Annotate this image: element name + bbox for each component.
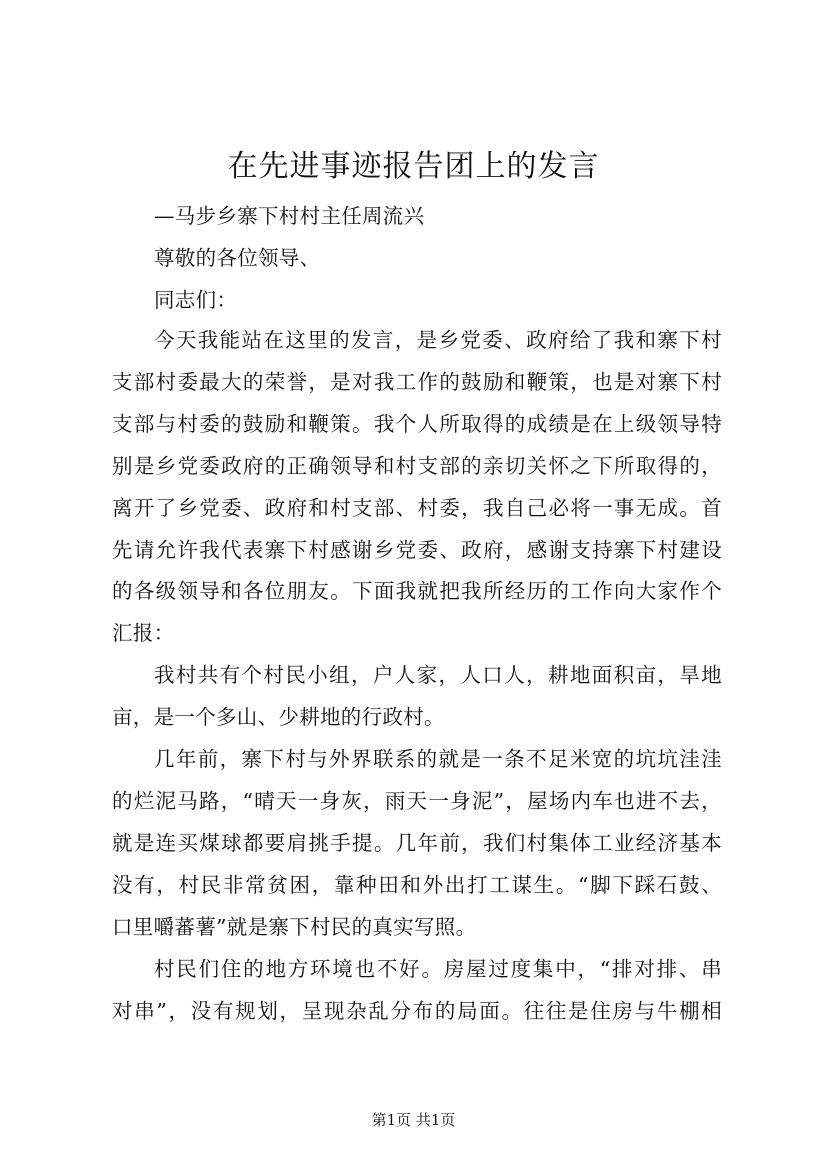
paragraph-line: 的烂泥马路，“晴天一身灰，雨天一身泥”，屋场内车也进不去， bbox=[112, 789, 722, 813]
paragraph-line: 离开了乡党委、政府和村支部、村委，我自己必将一事无成。首 bbox=[112, 496, 722, 520]
paragraph-line: 口里嚼蕃薯”就是寨下村民的真实写照。 bbox=[112, 915, 477, 939]
paragraph-line: 今天我能站在这里的发言，是乡党委、政府给了我和寨下村 bbox=[154, 328, 722, 352]
paragraph-line: 支部村委最大的荣誉，是对我工作的鼓励和鞭策，也是对寨下村 bbox=[112, 370, 722, 394]
paragraph-line: 别是乡党委政府的正确领导和村支部的亲切关怀之下所取得的， bbox=[112, 454, 722, 478]
page-number-footer: 第1页 共1页 bbox=[371, 1111, 456, 1129]
paragraph-line: 几年前，寨下村与外界联系的就是一条不足米宽的坑坑洼洼 bbox=[154, 747, 722, 771]
paragraph-line: 先请允许我代表寨下村感谢乡党委、政府，感谢支持寨下村建设 bbox=[112, 538, 722, 562]
paragraph-line: 汇报： bbox=[112, 621, 175, 645]
document-title: 在先进事迹报告团上的发言 bbox=[227, 149, 600, 184]
paragraph-line: 我村共有个村民小组，户人家，人口人，耕地面积亩，旱地 bbox=[154, 663, 722, 687]
paragraph-line: 对串”，没有规划，呈现杂乱分布的局面。往往是住房与牛棚相 bbox=[112, 999, 722, 1023]
paragraph-line: 的各级领导和各位朋友。下面我就把我所经历的工作向大家作个 bbox=[112, 579, 722, 603]
salutation-line-1: 尊敬的各位领导、 bbox=[154, 246, 321, 270]
document-subtitle: —马步乡寨下村村主任周流兴 bbox=[154, 204, 425, 228]
paragraph-line: 村民们住的地方环境也不好。房屋过度集中，“排对排、串 bbox=[154, 957, 722, 981]
salutation-line-2: 同志们： bbox=[154, 288, 238, 312]
paragraph-line: 亩，是一个多山、少耕地的行政村。 bbox=[112, 705, 445, 729]
paragraph-line: 就是连买煤球都要肩挑手提。几年前，我们村集体工业经济基本 bbox=[112, 831, 722, 855]
paragraph-line: 没有，村民非常贫困，靠种田和外出打工谋生。“脚下踩石鼓、 bbox=[112, 873, 722, 897]
paragraph-line: 支部与村委的鼓励和鞭策。我个人所取得的成绩是在上级领导特 bbox=[112, 412, 722, 436]
